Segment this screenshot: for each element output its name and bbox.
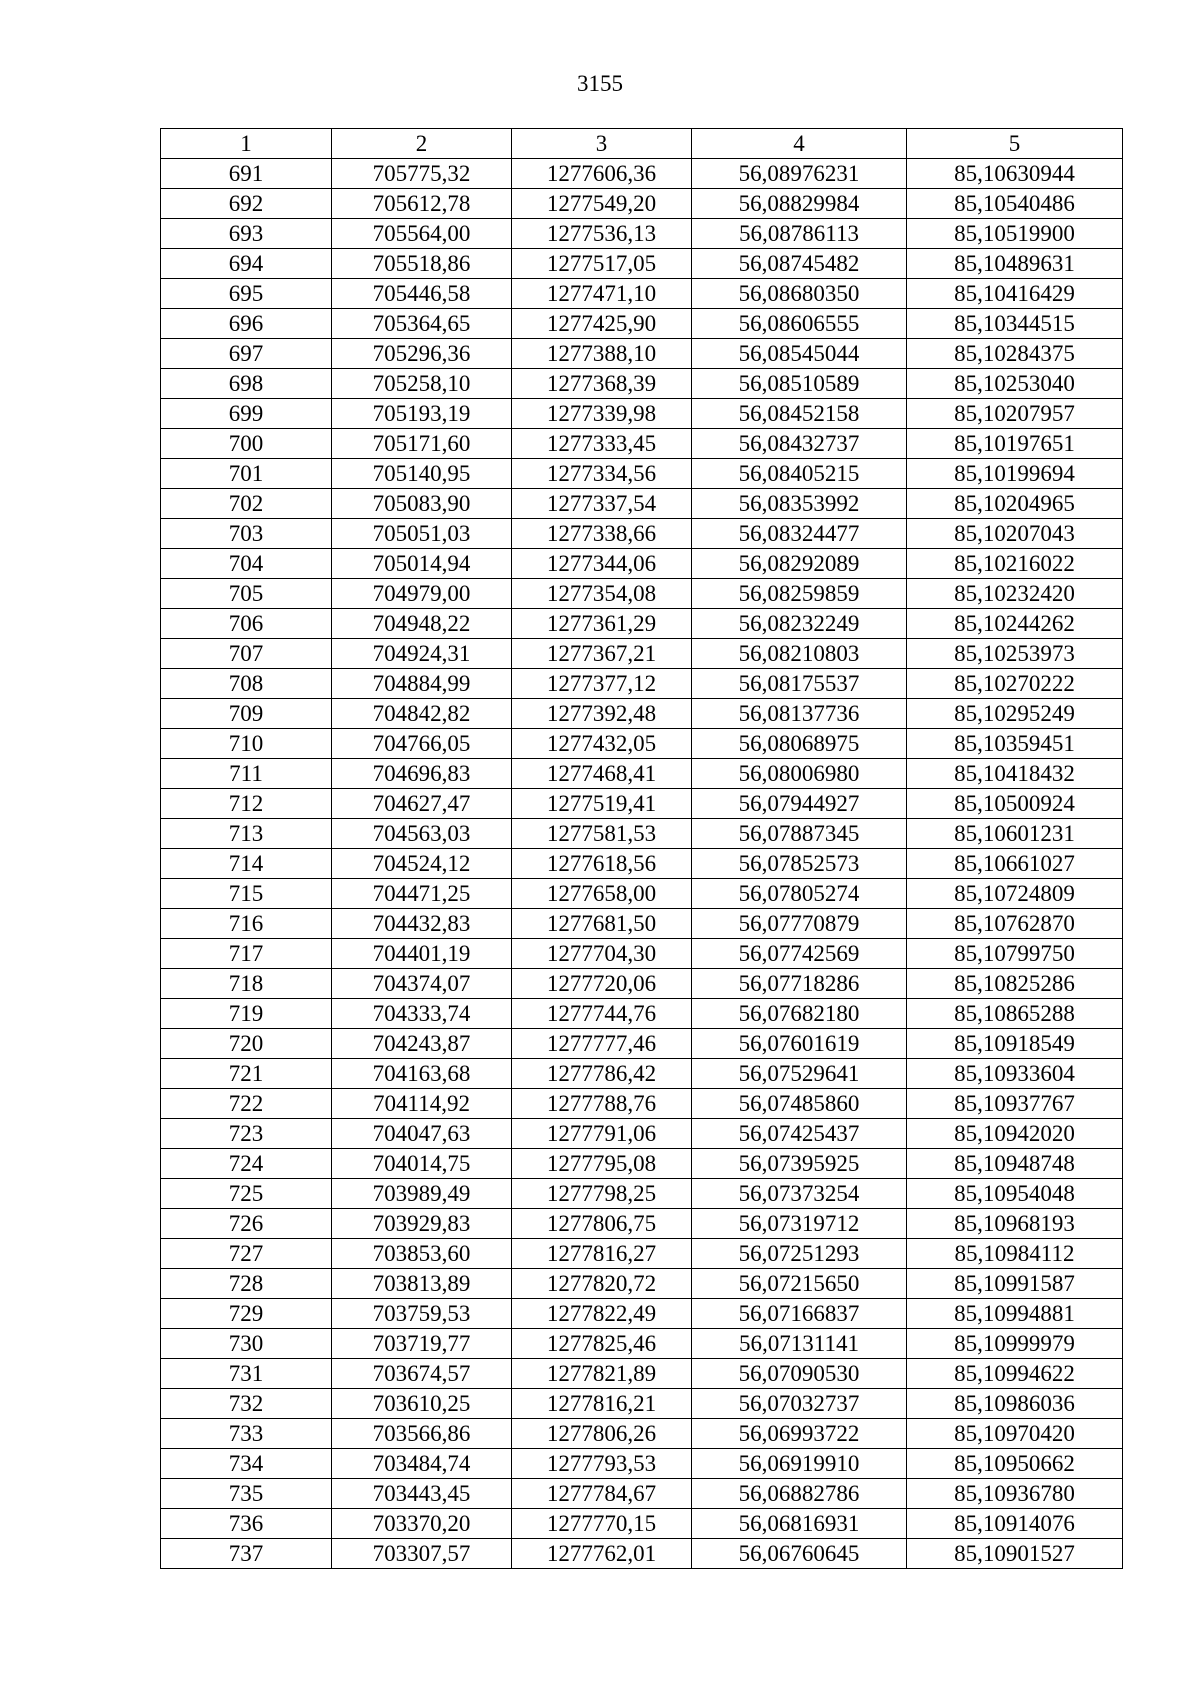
table-cell: 723 (161, 1119, 332, 1149)
table-cell: 85,10994881 (907, 1299, 1123, 1329)
table-cell: 85,10970420 (907, 1419, 1123, 1449)
table-row (161, 399, 1123, 429)
table-cell: 703759,53 (332, 1299, 512, 1329)
table-cell: 735 (161, 1479, 332, 1509)
table-cell: 56,08175537 (692, 669, 907, 699)
table-cell: 56,07601619 (692, 1029, 907, 1059)
table-cell: 704 (161, 549, 332, 579)
table-cell: 56,07319712 (692, 1209, 907, 1239)
table-row (161, 1029, 1123, 1059)
table-cell: 85,10762870 (907, 909, 1123, 939)
table-cell: 704163,68 (332, 1059, 512, 1089)
table-row (161, 699, 1123, 729)
table-row (161, 1239, 1123, 1269)
table-cell: 85,10253040 (907, 369, 1123, 399)
table-cell: 1277432,05 (512, 729, 692, 759)
table-row (161, 1419, 1123, 1449)
table-cell: 1277618,56 (512, 849, 692, 879)
table-cell: 1277788,76 (512, 1089, 692, 1119)
table-row (161, 549, 1123, 579)
table-cell: 1277581,53 (512, 819, 692, 849)
table-cell: 727 (161, 1239, 332, 1269)
table-cell: 704471,25 (332, 879, 512, 909)
table-cell: 56,07944927 (692, 789, 907, 819)
table-cell: 56,08606555 (692, 309, 907, 339)
table-cell: 725 (161, 1179, 332, 1209)
table-cell: 56,08745482 (692, 249, 907, 279)
table-cell: 703610,25 (332, 1389, 512, 1419)
table-cell: 85,10933604 (907, 1059, 1123, 1089)
table-row (161, 1119, 1123, 1149)
table-cell: 1277392,48 (512, 699, 692, 729)
table-cell: 1277791,06 (512, 1119, 692, 1149)
table-row (161, 909, 1123, 939)
table-cell: 1277368,39 (512, 369, 692, 399)
table-cell: 56,08324477 (692, 519, 907, 549)
table-cell: 704243,87 (332, 1029, 512, 1059)
table-cell: 56,06816931 (692, 1509, 907, 1539)
table-row (161, 1149, 1123, 1179)
table-cell: 85,10270222 (907, 669, 1123, 699)
table-cell: 56,08786113 (692, 219, 907, 249)
table-cell: 730 (161, 1329, 332, 1359)
table-cell: 1277795,08 (512, 1149, 692, 1179)
table-cell: 1277744,76 (512, 999, 692, 1029)
table-cell: 85,10295249 (907, 699, 1123, 729)
table-cell: 1277377,12 (512, 669, 692, 699)
table-cell: 56,07852573 (692, 849, 907, 879)
table-row (161, 189, 1123, 219)
table-cell: 1277388,10 (512, 339, 692, 369)
table-cell: 85,10359451 (907, 729, 1123, 759)
table-cell: 85,10232420 (907, 579, 1123, 609)
table-row (161, 1299, 1123, 1329)
table-cell: 1277549,20 (512, 189, 692, 219)
table-cell: 56,08353992 (692, 489, 907, 519)
table-cell: 736 (161, 1509, 332, 1539)
table-cell: 704924,31 (332, 639, 512, 669)
table-cell: 705258,10 (332, 369, 512, 399)
table-cell: 705171,60 (332, 429, 512, 459)
table-cell: 56,07742569 (692, 939, 907, 969)
table-cell: 85,10630944 (907, 159, 1123, 189)
table-cell: 699 (161, 399, 332, 429)
table-row (161, 1389, 1123, 1419)
table-cell: 697 (161, 339, 332, 369)
table-cell: 704563,03 (332, 819, 512, 849)
table-cell: 705564,00 (332, 219, 512, 249)
table-cell: 56,08405215 (692, 459, 907, 489)
table-row (161, 1179, 1123, 1209)
table-cell: 737 (161, 1539, 332, 1569)
table-cell: 703443,45 (332, 1479, 512, 1509)
table-cell: 85,10999979 (907, 1329, 1123, 1359)
table-cell: 56,08068975 (692, 729, 907, 759)
table-cell: 732 (161, 1389, 332, 1419)
column-header: 2 (332, 129, 512, 159)
table-cell: 56,08545044 (692, 339, 907, 369)
table-cell: 85,10984112 (907, 1239, 1123, 1269)
table-cell: 703484,74 (332, 1449, 512, 1479)
table-cell: 704948,22 (332, 609, 512, 639)
table-cell: 704884,99 (332, 669, 512, 699)
table-row (161, 219, 1123, 249)
table-cell: 56,07395925 (692, 1149, 907, 1179)
column-header: 4 (692, 129, 907, 159)
table-row (161, 279, 1123, 309)
table-cell: 1277720,06 (512, 969, 692, 999)
table-cell: 85,10968193 (907, 1209, 1123, 1239)
table-cell: 705140,95 (332, 459, 512, 489)
table-cell: 85,10954048 (907, 1179, 1123, 1209)
table-cell: 1277361,29 (512, 609, 692, 639)
table-cell: 731 (161, 1359, 332, 1389)
table-cell: 85,10207043 (907, 519, 1123, 549)
table-cell: 1277820,72 (512, 1269, 692, 1299)
table-row (161, 999, 1123, 1029)
table-cell: 703989,49 (332, 1179, 512, 1209)
table-row (161, 609, 1123, 639)
column-header: 3 (512, 129, 692, 159)
table-row (161, 159, 1123, 189)
table-cell: 85,10825286 (907, 969, 1123, 999)
table-cell: 56,08452158 (692, 399, 907, 429)
table-cell: 56,06919910 (692, 1449, 907, 1479)
table-cell: 56,07485860 (692, 1089, 907, 1119)
table-cell: 1277606,36 (512, 159, 692, 189)
table-cell: 1277816,21 (512, 1389, 692, 1419)
table-cell: 704766,05 (332, 729, 512, 759)
header-row (161, 129, 1123, 159)
table-cell: 85,10914076 (907, 1509, 1123, 1539)
table-cell: 1277471,10 (512, 279, 692, 309)
table-row (161, 249, 1123, 279)
table-row (161, 759, 1123, 789)
table-cell: 85,10540486 (907, 189, 1123, 219)
table-row (161, 969, 1123, 999)
table-cell: 702 (161, 489, 332, 519)
table-cell: 56,07887345 (692, 819, 907, 849)
table-cell: 733 (161, 1419, 332, 1449)
table-cell: 56,07425437 (692, 1119, 907, 1149)
table-cell: 705518,86 (332, 249, 512, 279)
table-cell: 56,08232249 (692, 609, 907, 639)
table-cell: 711 (161, 759, 332, 789)
table-cell: 707 (161, 639, 332, 669)
table-cell: 85,10950662 (907, 1449, 1123, 1479)
table-cell: 85,10197651 (907, 429, 1123, 459)
table-row (161, 489, 1123, 519)
table-cell: 713 (161, 819, 332, 849)
table-cell: 56,07529641 (692, 1059, 907, 1089)
table-cell: 721 (161, 1059, 332, 1089)
table-row (161, 309, 1123, 339)
table-cell: 1277338,66 (512, 519, 692, 549)
column-header: 1 (161, 129, 332, 159)
table-cell: 56,06760645 (692, 1539, 907, 1569)
table-cell: 1277806,75 (512, 1209, 692, 1239)
table-cell: 1277519,41 (512, 789, 692, 819)
table-cell: 85,10216022 (907, 549, 1123, 579)
table-cell: 85,10865288 (907, 999, 1123, 1029)
table-cell: 56,07373254 (692, 1179, 907, 1209)
table-cell: 719 (161, 999, 332, 1029)
table-cell: 704047,63 (332, 1119, 512, 1149)
table-cell: 85,10204965 (907, 489, 1123, 519)
table-cell: 1277333,45 (512, 429, 692, 459)
table-cell: 704401,19 (332, 939, 512, 969)
table-cell: 1277337,54 (512, 489, 692, 519)
table-cell: 1277777,46 (512, 1029, 692, 1059)
table-cell: 1277344,06 (512, 549, 692, 579)
table-cell: 1277786,42 (512, 1059, 692, 1089)
table-row (161, 1059, 1123, 1089)
table-header (161, 129, 1123, 159)
table-cell: 85,10418432 (907, 759, 1123, 789)
table-cell: 85,10948748 (907, 1149, 1123, 1179)
table-cell: 56,06993722 (692, 1419, 907, 1449)
table-cell: 56,08680350 (692, 279, 907, 309)
table-row (161, 939, 1123, 969)
table-row (161, 579, 1123, 609)
table-cell: 56,08137736 (692, 699, 907, 729)
table-cell: 1277762,01 (512, 1539, 692, 1569)
table-cell: 696 (161, 309, 332, 339)
table-cell: 692 (161, 189, 332, 219)
table-row (161, 1539, 1123, 1569)
table-cell: 726 (161, 1209, 332, 1239)
table-cell: 710 (161, 729, 332, 759)
table-cell: 56,08006980 (692, 759, 907, 789)
table-cell: 85,10500924 (907, 789, 1123, 819)
table-cell: 1277468,41 (512, 759, 692, 789)
table-cell: 85,10901527 (907, 1539, 1123, 1569)
table-cell: 1277425,90 (512, 309, 692, 339)
table-cell: 1277798,25 (512, 1179, 692, 1209)
table-cell: 728 (161, 1269, 332, 1299)
table-cell: 56,06882786 (692, 1479, 907, 1509)
table-cell: 705 (161, 579, 332, 609)
table-cell: 704374,07 (332, 969, 512, 999)
table-row (161, 1479, 1123, 1509)
table-row (161, 669, 1123, 699)
table-cell: 705083,90 (332, 489, 512, 519)
table-cell: 1277784,67 (512, 1479, 692, 1509)
table-cell: 1277517,05 (512, 249, 692, 279)
table-cell: 712 (161, 789, 332, 819)
table-cell: 701 (161, 459, 332, 489)
table-cell: 56,07805274 (692, 879, 907, 909)
table-cell: 724 (161, 1149, 332, 1179)
table-cell: 56,07032737 (692, 1389, 907, 1419)
table-cell: 705051,03 (332, 519, 512, 549)
table-cell: 56,07718286 (692, 969, 907, 999)
table-cell: 703 (161, 519, 332, 549)
table-cell: 85,10199694 (907, 459, 1123, 489)
table-cell: 704014,75 (332, 1149, 512, 1179)
table-row (161, 1329, 1123, 1359)
table-cell: 1277816,27 (512, 1239, 692, 1269)
table-cell: 703566,86 (332, 1419, 512, 1449)
table-row (161, 1089, 1123, 1119)
table-cell: 85,10799750 (907, 939, 1123, 969)
table-row (161, 1449, 1123, 1479)
table-cell: 703370,20 (332, 1509, 512, 1539)
table-cell: 703813,89 (332, 1269, 512, 1299)
table-cell: 56,07251293 (692, 1239, 907, 1269)
table-cell: 85,10519900 (907, 219, 1123, 249)
table-cell: 85,10991587 (907, 1269, 1123, 1299)
table-cell: 1277825,46 (512, 1329, 692, 1359)
table-cell: 85,10207957 (907, 399, 1123, 429)
table-cell: 734 (161, 1449, 332, 1479)
table-cell: 718 (161, 969, 332, 999)
table-cell: 56,07090530 (692, 1359, 907, 1389)
column-header: 5 (907, 129, 1123, 159)
table-cell: 705296,36 (332, 339, 512, 369)
table-cell: 1277354,08 (512, 579, 692, 609)
table-cell: 704333,74 (332, 999, 512, 1029)
table-cell: 56,08210803 (692, 639, 907, 669)
table-cell: 1277821,89 (512, 1359, 692, 1389)
table-cell: 708 (161, 669, 332, 699)
table-cell: 85,10601231 (907, 819, 1123, 849)
table-cell: 693 (161, 219, 332, 249)
table-row (161, 849, 1123, 879)
table-cell: 56,08829984 (692, 189, 907, 219)
table-cell: 85,10344515 (907, 309, 1123, 339)
table-cell: 56,07215650 (692, 1269, 907, 1299)
table-cell: 1277658,00 (512, 879, 692, 909)
table-cell: 714 (161, 849, 332, 879)
table-cell: 703674,57 (332, 1359, 512, 1389)
table-row (161, 1269, 1123, 1299)
table-cell: 85,10942020 (907, 1119, 1123, 1149)
table-cell: 85,10986036 (907, 1389, 1123, 1419)
table-cell: 1277770,15 (512, 1509, 692, 1539)
table-cell: 56,07166837 (692, 1299, 907, 1329)
table-row (161, 519, 1123, 549)
table-cell: 705775,32 (332, 159, 512, 189)
table-cell: 56,07682180 (692, 999, 907, 1029)
table-cell: 709 (161, 699, 332, 729)
table-cell: 705193,19 (332, 399, 512, 429)
table-cell: 704114,92 (332, 1089, 512, 1119)
table-cell: 85,10661027 (907, 849, 1123, 879)
table-cell: 703853,60 (332, 1239, 512, 1269)
table-cell: 85,10994622 (907, 1359, 1123, 1389)
table-row (161, 639, 1123, 669)
table-cell: 703929,83 (332, 1209, 512, 1239)
table-cell: 694 (161, 249, 332, 279)
table-cell: 722 (161, 1089, 332, 1119)
table-cell: 1277793,53 (512, 1449, 692, 1479)
table-cell: 704524,12 (332, 849, 512, 879)
table-cell: 1277367,21 (512, 639, 692, 669)
table-row (161, 369, 1123, 399)
table-cell: 704432,83 (332, 909, 512, 939)
table-cell: 56,07770879 (692, 909, 907, 939)
table-cell: 56,08432737 (692, 429, 907, 459)
table-row (161, 789, 1123, 819)
table-cell: 705364,65 (332, 309, 512, 339)
table-cell: 85,10489631 (907, 249, 1123, 279)
table-cell: 720 (161, 1029, 332, 1059)
table-row (161, 1209, 1123, 1239)
table-cell: 691 (161, 159, 332, 189)
table-cell: 1277806,26 (512, 1419, 692, 1449)
table-cell: 705446,58 (332, 279, 512, 309)
table-cell: 704627,47 (332, 789, 512, 819)
table-cell: 56,08259859 (692, 579, 907, 609)
table-row (161, 429, 1123, 459)
table-cell: 703719,77 (332, 1329, 512, 1359)
table-cell: 1277704,30 (512, 939, 692, 969)
table-cell: 85,10724809 (907, 879, 1123, 909)
table-row (161, 879, 1123, 909)
table-cell: 1277681,50 (512, 909, 692, 939)
table-cell: 716 (161, 909, 332, 939)
table-cell: 56,08976231 (692, 159, 907, 189)
page-number: 3155 (577, 71, 623, 96)
table-cell: 698 (161, 369, 332, 399)
table-cell: 700 (161, 429, 332, 459)
table-row (161, 1359, 1123, 1389)
table-row (161, 339, 1123, 369)
table-cell: 85,10936780 (907, 1479, 1123, 1509)
table-row (161, 729, 1123, 759)
table-cell: 85,10244262 (907, 609, 1123, 639)
table-cell: 1277339,98 (512, 399, 692, 429)
table-body (161, 159, 1123, 1569)
table-cell: 704979,00 (332, 579, 512, 609)
table-cell: 704696,83 (332, 759, 512, 789)
table-cell: 85,10937767 (907, 1089, 1123, 1119)
table-cell: 706 (161, 609, 332, 639)
table-cell: 1277822,49 (512, 1299, 692, 1329)
table-cell: 85,10918549 (907, 1029, 1123, 1059)
table-row (161, 819, 1123, 849)
table-cell: 56,08292089 (692, 549, 907, 579)
table-cell: 85,10416429 (907, 279, 1123, 309)
table-cell: 1277334,56 (512, 459, 692, 489)
table-row (161, 1509, 1123, 1539)
table-cell: 56,08510589 (692, 369, 907, 399)
table-cell: 56,07131141 (692, 1329, 907, 1359)
table-cell: 704842,82 (332, 699, 512, 729)
table-cell: 705612,78 (332, 189, 512, 219)
table-cell: 717 (161, 939, 332, 969)
table-cell: 695 (161, 279, 332, 309)
table-cell: 705014,94 (332, 549, 512, 579)
table-cell: 729 (161, 1299, 332, 1329)
table-cell: 1277536,13 (512, 219, 692, 249)
table-cell: 703307,57 (332, 1539, 512, 1569)
coordinates-table (160, 128, 1123, 1569)
table-cell: 85,10284375 (907, 339, 1123, 369)
table-cell: 85,10253973 (907, 639, 1123, 669)
table-cell: 715 (161, 879, 332, 909)
table-row (161, 459, 1123, 489)
